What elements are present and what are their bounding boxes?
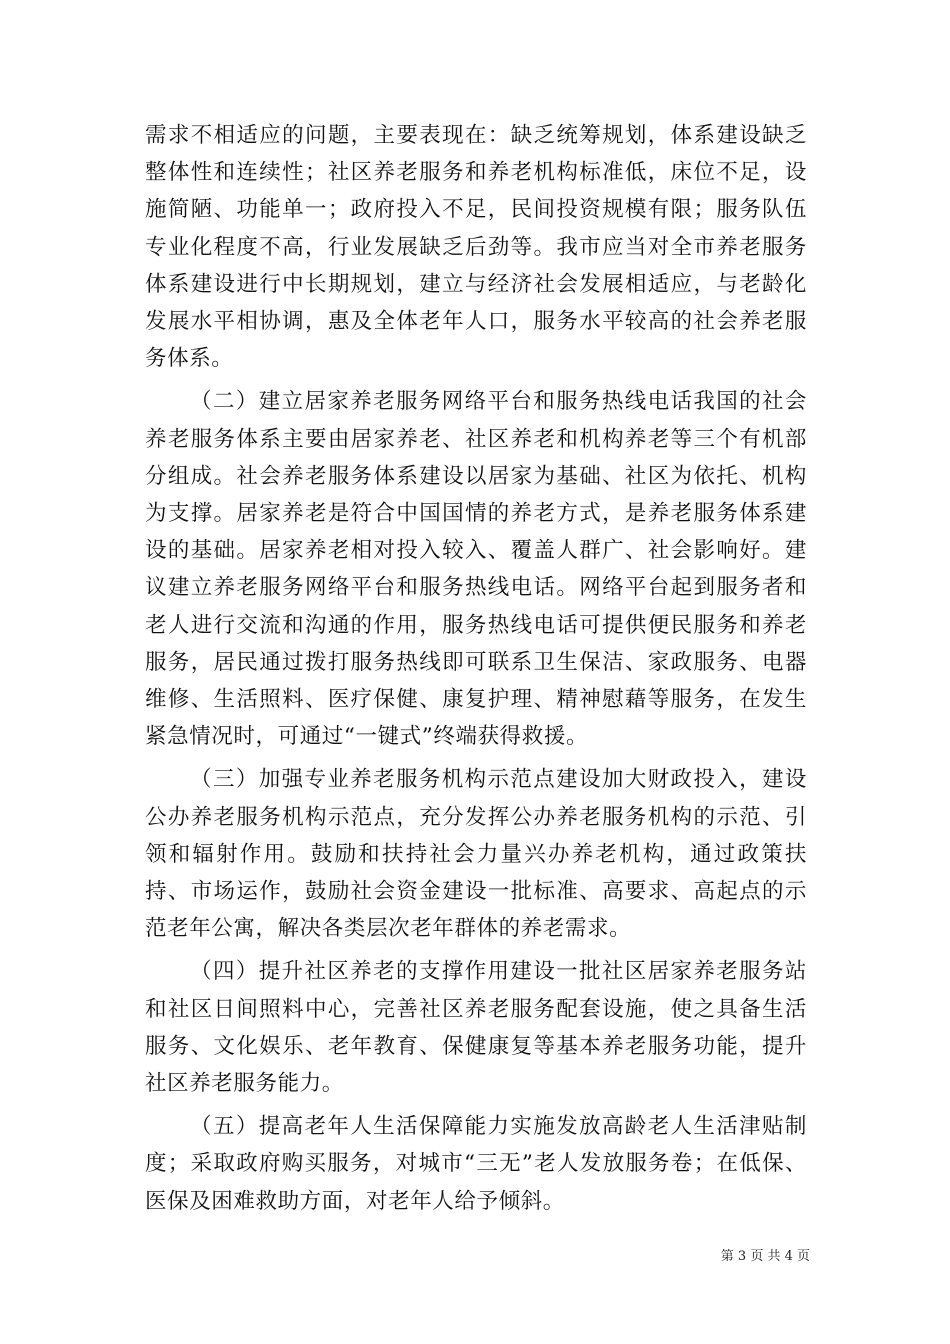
paragraph-2: （二）建立居家养老服务网络平台和服务热线电话我国的社会养老服务体系主要由居家养老、社区养老和机构养老等三个有机部分组成。社会养老服务体系建设以居家为基础、社区为依托、机构为支撑。居家养老是符合中国国情的养老方式，是养老服务体系建设的基础。居家养老相对投入较入、覆盖人群广、社会影响好。建议建立养老服务网络平台和服务热线电话。网络平台起到服务者和老人进行交流和沟通的作用，服务热线电话可提供便民服务和养老服务，居民通过拨打服务热线即可联系卫生保洁、家政服务、电器维修、生活照料、医疗保健、康复护理、精神慰藉等服务，在发生紧急情况时，可通过“一键式”终端获得救援。 xyxy=(145,389,807,750)
document-body xyxy=(145,117,807,1226)
paragraph-1: 需求不相适应的问题，主要表现在：缺乏统筹规划，体系建设缺乏整体性和连续性；社区养老服务和养老机构标准低，床位不足，设施简陋、功能单一；政府投入不足，民间投资规模有限；服务队伍专业化程度不高，行业发展缺乏后劲等。我市应当对全市养老服务体系建设进行中长期规划，建立与经济社会发展相适应，与老龄化发展水平相协调，惠及全体老年人口，服务水平较高的社会养老服务体系。 xyxy=(145,123,807,372)
paragraph-5: （五）提高老年人生活保障能力实施发放高龄老人生活津贴制度；采取政府购买服务，对城市“三无”老人发放服务卷；在低保、医保及困难救助方面，对老年人给予倾斜。 xyxy=(145,1114,807,1214)
paragraph-3: （三）加强专业养老服务机构示范点建设加大财政投入，建设公办养老服务机构示范点，充分发挥公办养老服务机构的示范、引领和辐射作用。鼓励和扶持社会力量兴办养老机构，通过政策扶持、市场运作，鼓励社会资金建设一批标准、高要求、高起点的示范老年公寓，解决各类层次老年群体的养老需求。 xyxy=(145,767,807,942)
page-number-footer: 第 3 页 共 4 页 xyxy=(720,1249,810,1264)
paragraph-4: （四）提升社区养老的支撑作用建设一批社区居家养老服务站和社区日间照料中心，完善社区养老服务配套设施，使之具备生活服务、文化娱乐、老年教育、保健康复等基本养老服务功能，提升社区养老服务能力。 xyxy=(145,959,807,1097)
